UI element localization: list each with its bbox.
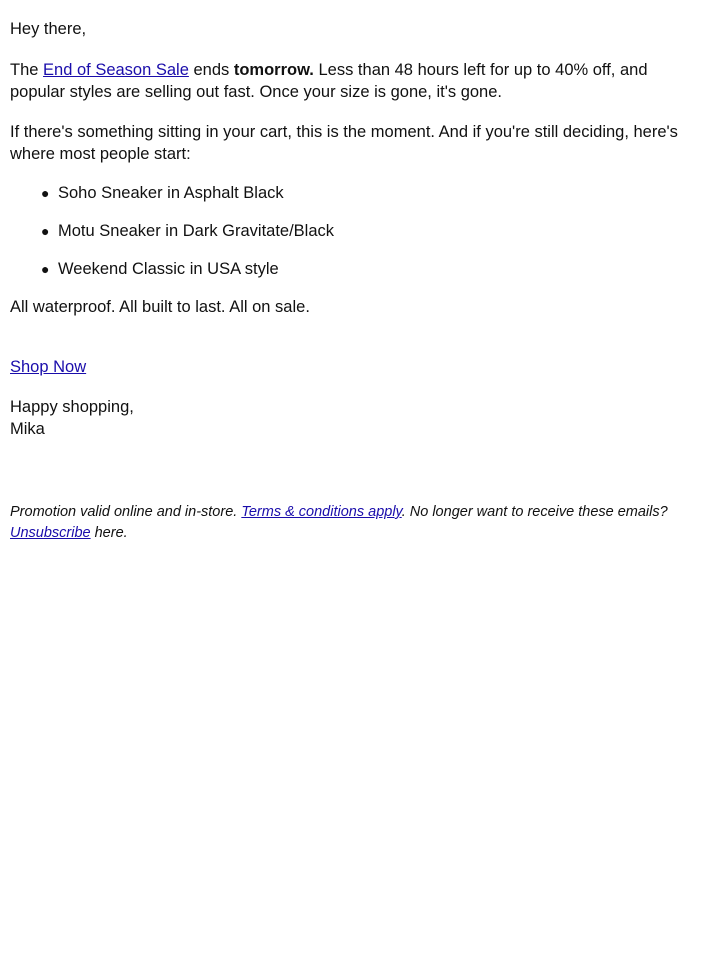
list-item [41, 258, 690, 280]
intro-bold: tomorrow. [233, 61, 314, 79]
footer [10, 502, 690, 544]
intro-paragraph [10, 59, 690, 103]
footer-text3: here. [90, 525, 128, 541]
tagline: All waterproof. All built to last. All on sale. [10, 298, 310, 316]
intro-rest: Less than 48 hours left for up to 40% off, and popular styles are selling out fast. Once your size is gone, it's gone. [10, 61, 648, 101]
terms-link[interactable]: Terms & conditions apply [241, 504, 402, 520]
sale-link[interactable]: End of Season Sale [43, 61, 189, 79]
shop-now-link[interactable]: Shop Now [10, 358, 87, 376]
intro-mid: ends [188, 61, 234, 79]
footer-text1: Promotion valid online and in-store. [10, 504, 242, 520]
product-name: Weekend Classic in USA style [58, 260, 279, 278]
cart-paragraph: If there's something sitting in your cart, this is the moment. And if you're still deciding, here's where most people start: [10, 123, 678, 163]
product-list [10, 182, 690, 280]
signoff-line1: Happy shopping, [10, 398, 134, 416]
bullet-icon: ● [41, 223, 50, 239]
greeting: Hey there, [10, 20, 87, 38]
list-item [41, 220, 690, 242]
cta-paragraph [10, 356, 690, 378]
bullet-icon: ● [41, 185, 50, 201]
bullet-icon: ● [41, 261, 50, 277]
product-name: Soho Sneaker in Asphalt Black [58, 184, 284, 202]
signoff-name: Mika [10, 420, 45, 438]
list-item [41, 182, 690, 204]
signoff [10, 396, 690, 440]
product-name: Motu Sneaker in Dark Gravitate/Black [58, 222, 335, 240]
footer-text2: . No longer want to receive these emails? [401, 504, 668, 520]
intro-prefix: The [10, 61, 44, 79]
unsubscribe-link[interactable]: Unsubscribe [10, 525, 91, 541]
